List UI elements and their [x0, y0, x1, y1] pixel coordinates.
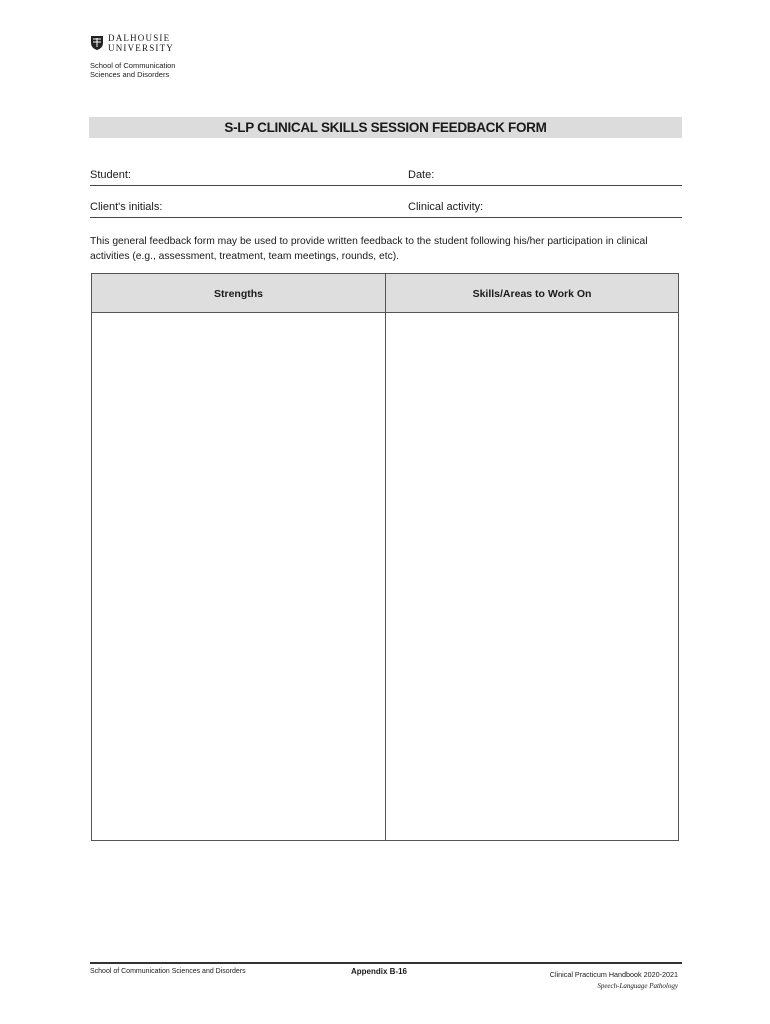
clinical-activity-label: Clinical activity:	[408, 201, 484, 213]
crest-icon	[90, 35, 104, 51]
date-field-label: Date:	[408, 169, 435, 181]
form-title: S-LP CLINICAL SKILLS SESSION FEEDBACK FORM	[89, 117, 682, 138]
intro-paragraph: This general feedback form may be used to provide written feedback to the student following his/her participation in clinical activities (e.g., assessment, treatment, team meetings, rounds, etc).	[90, 236, 648, 262]
client-initials-label: Client's initials:	[90, 201, 163, 213]
areas-to-work-on-column-header: Skills/Areas to Work On	[472, 288, 592, 300]
footer-program-name: Speech-Language Pathology	[597, 982, 678, 990]
footer-divider	[90, 962, 682, 964]
school-name: School of Communication Sciences and Disorders	[90, 61, 176, 79]
areas-to-work-on-entry-area[interactable]	[386, 313, 678, 840]
student-date-row	[90, 168, 682, 186]
footer-handbook-title: Clinical Practicum Handbook 2020-2021	[549, 970, 678, 979]
strengths-entry-area[interactable]	[92, 313, 385, 840]
feedback-table	[91, 273, 679, 841]
university-name: DALHOUSIE UNIVERSITY	[108, 33, 174, 53]
student-field-label: Student:	[90, 169, 131, 181]
footer-appendix-label: Appendix B-16	[351, 967, 408, 976]
client-activity-row	[90, 200, 682, 218]
footer-school-name: School of Communication Sciences and Disorders	[90, 968, 246, 975]
strengths-column-header: Strengths	[213, 288, 263, 300]
